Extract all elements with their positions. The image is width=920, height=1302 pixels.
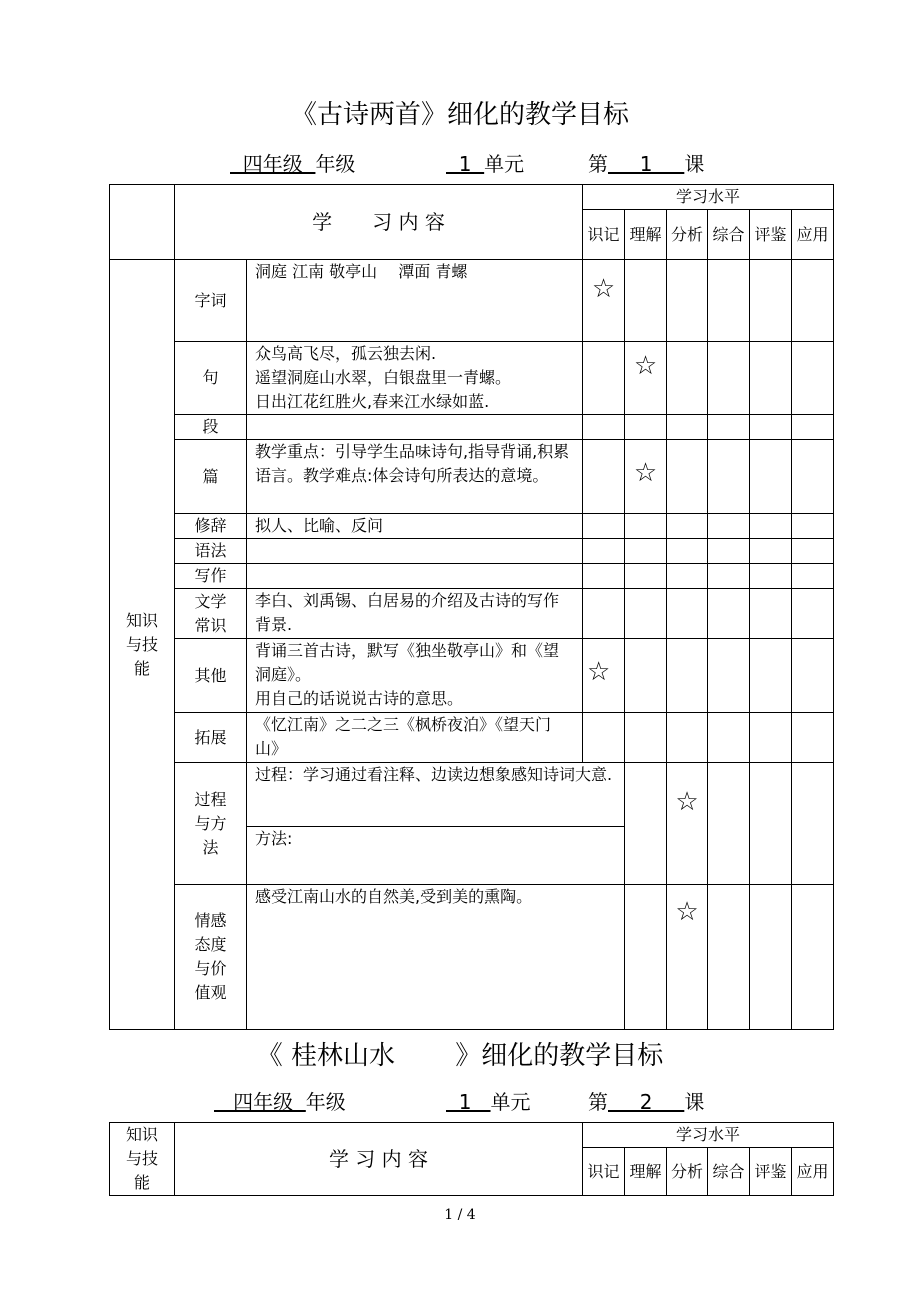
row-label: 篇 bbox=[175, 440, 247, 514]
level-understand: 理解 bbox=[625, 210, 667, 260]
row-content: 李白、刘禹锡、白居易的介绍及古诗的写作背景. bbox=[247, 589, 583, 639]
level-cell bbox=[667, 885, 708, 1030]
lesson-prefix: 第 bbox=[588, 1090, 608, 1114]
lesson-line-1 bbox=[588, 148, 704, 177]
level-evaluate: 评鉴 bbox=[750, 210, 792, 260]
grade-label: 年级 bbox=[305, 1090, 346, 1114]
objectives-table-1 bbox=[109, 184, 834, 1030]
level-understand: 理解 bbox=[625, 1148, 667, 1196]
level-cell bbox=[625, 342, 667, 415]
row-label: 句 bbox=[175, 342, 247, 415]
grade-label: 年级 bbox=[315, 152, 356, 176]
unit-line-1 bbox=[446, 148, 524, 177]
method-content: 方法: bbox=[247, 827, 625, 885]
unit-label: 单元 bbox=[484, 152, 525, 176]
grade-value: 四年级 bbox=[214, 1090, 306, 1114]
level-synthesize: 综合 bbox=[708, 1148, 750, 1196]
row-label: 文学常识 bbox=[175, 589, 247, 639]
level-recall: 识记 bbox=[583, 1148, 625, 1196]
row-content: 洞庭 江南 敬亭山 潭面 青螺 bbox=[247, 260, 583, 342]
level-evaluate: 评鉴 bbox=[750, 1148, 792, 1196]
row-content bbox=[247, 415, 583, 440]
row-content: 《忆江南》之二之三《枫桥夜泊》《望天门山》 bbox=[247, 713, 583, 763]
content-header: 学 习 内 容 bbox=[175, 1123, 583, 1196]
level-analyze: 分析 bbox=[667, 210, 708, 260]
grade-line-1 bbox=[230, 148, 355, 177]
row-content: 教学重点：引导学生品味诗句,指导背诵,积累语言。教学难点:体会诗句所表达的意境。 bbox=[247, 440, 583, 514]
star-icon: ☆ bbox=[675, 897, 699, 927]
star-icon: ☆ bbox=[633, 458, 658, 488]
page-title-2: 《 桂林山水 》细化的教学目标 bbox=[256, 1041, 664, 1071]
objectives-table-2 bbox=[109, 1122, 834, 1196]
level-cell bbox=[583, 639, 625, 713]
level-header: 学习水平 bbox=[583, 1123, 834, 1148]
row-content: 众鸟高飞尽，孤云独去闲. 遥望洞庭山水翠，白银盘里一青螺。 日出江花红胜火,春来江水绿如蓝. bbox=[247, 342, 583, 415]
row-content: 拟人、比喻、反问 bbox=[247, 514, 583, 539]
category-process: 过程与方法 bbox=[175, 763, 247, 885]
row-content: 背诵三首古诗，默写《独坐敬亭山》和《望洞庭》。 用自己的话说说古诗的意思。 bbox=[247, 639, 583, 713]
row-label: 字词 bbox=[175, 260, 247, 342]
level-cell bbox=[583, 260, 625, 342]
row-label: 写作 bbox=[175, 564, 247, 589]
star-icon: ☆ bbox=[675, 787, 699, 817]
row-content bbox=[247, 564, 583, 589]
lesson-value: 1 bbox=[608, 152, 685, 176]
page-title-1: 《古诗两首》细化的教学目标 bbox=[290, 100, 629, 130]
grade-value: 四年级 bbox=[230, 152, 316, 176]
unit-value: 1 bbox=[446, 1090, 491, 1114]
star-icon: ☆ bbox=[591, 274, 616, 304]
category-emotion: 情感态度与价值观 bbox=[175, 885, 247, 1030]
lesson-prefix: 第 bbox=[588, 152, 608, 176]
star-icon: ☆ bbox=[587, 657, 611, 687]
unit-line-2 bbox=[446, 1086, 531, 1115]
grade-line-2 bbox=[214, 1086, 346, 1115]
page-number: 1 / 4 bbox=[444, 1207, 476, 1223]
level-cell bbox=[625, 440, 667, 514]
row-label: 段 bbox=[175, 415, 247, 440]
header-blank-cell bbox=[110, 185, 175, 260]
level-apply: 应用 bbox=[792, 210, 834, 260]
unit-label: 单元 bbox=[490, 1090, 531, 1114]
level-analyze: 分析 bbox=[667, 1148, 708, 1196]
row-label: 拓展 bbox=[175, 713, 247, 763]
category-knowledge: 知识与技能 bbox=[110, 1123, 175, 1196]
row-label: 修辞 bbox=[175, 514, 247, 539]
content-header: 学 习 内 容 bbox=[175, 185, 583, 260]
level-apply: 应用 bbox=[792, 1148, 834, 1196]
unit-value: 1 bbox=[446, 152, 485, 176]
row-label: 其他 bbox=[175, 639, 247, 713]
emotion-content: 感受江南山水的自然美,受到美的熏陶。 bbox=[247, 885, 625, 1030]
lesson-value: 2 bbox=[608, 1090, 685, 1114]
level-synthesize: 综合 bbox=[708, 210, 750, 260]
level-header: 学习水平 bbox=[583, 185, 834, 210]
process-content: 过程：学习通过看注释、边读边想象感知诗词大意. bbox=[247, 763, 625, 827]
category-knowledge: 知识与技能 bbox=[110, 260, 175, 1030]
level-cell bbox=[667, 763, 708, 885]
lesson-suffix: 课 bbox=[684, 1090, 705, 1114]
star-icon: ☆ bbox=[633, 351, 658, 381]
row-label: 语法 bbox=[175, 539, 247, 564]
lesson-line-2 bbox=[588, 1086, 704, 1115]
level-recall: 识记 bbox=[583, 210, 625, 260]
lesson-suffix: 课 bbox=[684, 152, 705, 176]
row-content bbox=[247, 539, 583, 564]
